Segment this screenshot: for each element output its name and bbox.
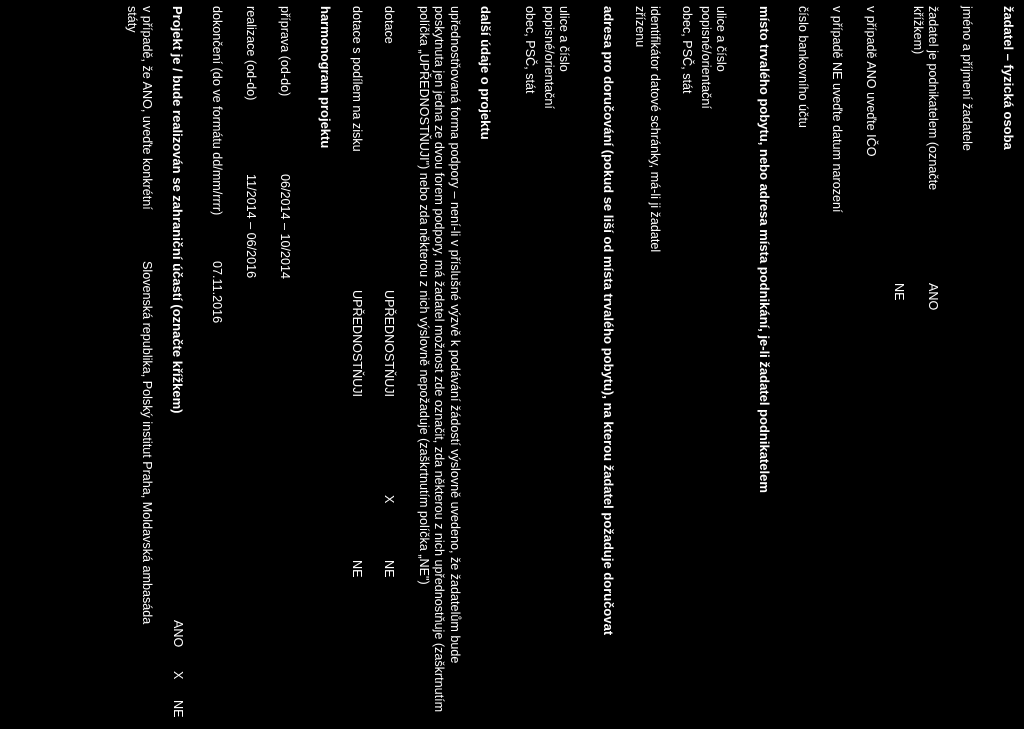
section-heading-delivery: adresa pro doručování (pokud se liší od místa trvalého pobytu), na kterou žadatel požaduje doručovat [601,6,616,636]
subsidy-prefer-check-mark[interactable]: X [382,495,396,504]
section-heading-project: další údaje o projektu [478,6,493,140]
foreign-no-option[interactable]: NE [171,700,185,718]
residence-street-line1: ulice a číslo [714,6,728,72]
preparation-label: příprava (od-do) [278,6,292,97]
subsidy-no-option[interactable]: NE [382,560,396,578]
bank-account-label: číslo bankovního účtu [796,6,810,128]
support-form-description: upřednostňovaná forma podpory – není-li v příslušné výzvě k podávání žádostí výslovně uvedeno, že žadatelům bude poskytnuta jen jedna ze dvou forem podpory, má žadatel možnost zde označit, zda některou z nich upřednostňuje (zaškrtnutím políčka „UPŘEDNOSTŇUJI") nebo zda některou z nich výslovně nepožaduje (zaškrtnutím políčka „NE") [417,6,462,713]
realization-label: realizace (od-do) [244,6,258,101]
realization-value: 11/2014 – 06/2016 [244,174,258,279]
foreign-countries-label-line1: v případě, že ANO, uveďte konkrétní [140,6,154,210]
foreign-yes-option[interactable]: ANO [171,620,185,648]
data-box-label-line1: identifikátor datové schránky, má-li ji žadatel [648,6,662,253]
entrepreneur-label-line2: křížkem) [911,6,925,55]
subsidy-label: dotace [382,6,396,44]
entrepreneur-label-line1: žadatel je podnikatelem (označte [926,6,940,191]
delivery-street-line1: ulice a číslo [557,6,571,72]
name-label: jméno a příjmení žadatele [960,6,974,151]
section-heading-applicant: žadatel – fyzická osoba [1001,6,1016,150]
preparation-value: 06/2014 – 10/2014 [278,174,292,280]
delivery-city-label: obec, PSČ, stát [523,6,537,94]
foreign-yes-check-mark[interactable]: X [171,671,185,680]
section-heading-residence: místo trvalého pobytu, nebo adresa místa podnikání, je-li žadatel podnikatelem [757,6,772,493]
data-box-label-line2: zřízenu [633,6,647,48]
completion-label: dokončení (do ve formátu dd/mm/rrrr) [210,6,224,216]
subsidy-prefer-option[interactable]: UPŘEDNOSTŇUJI [382,290,396,398]
section-heading-schedule: harmonogram projektu [318,6,333,149]
completion-value: 07.11.2016 [210,261,224,324]
birthdate-label: v případě NE uveďte datum narození [830,6,844,213]
entrepreneur-no-option[interactable]: NE [892,283,906,301]
ico-label: v případě ANO uveďte IČO [864,6,878,157]
profit-subsidy-label: dotace s podílem na zisku [350,6,364,152]
entrepreneur-yes-option[interactable]: ANO [926,283,940,311]
delivery-street-line2: popisné/orientační [542,6,556,109]
foreign-countries-value: Slovenská republika, Polský institut Praha, Moldavská ambasáda [140,261,154,625]
foreign-countries-label-line2: státy [125,6,139,33]
profit-subsidy-prefer-option[interactable]: UPŘEDNOSTŇUJI [350,290,364,398]
section-heading-foreign: Projekt je / bude realizován se zahraniční účastí (označte křížkem) [170,6,185,414]
residence-street-line2: popisné/orientační [699,6,713,109]
profit-subsidy-no-option[interactable]: NE [350,560,364,578]
residence-city-label: obec, PSČ, stát [680,6,694,94]
